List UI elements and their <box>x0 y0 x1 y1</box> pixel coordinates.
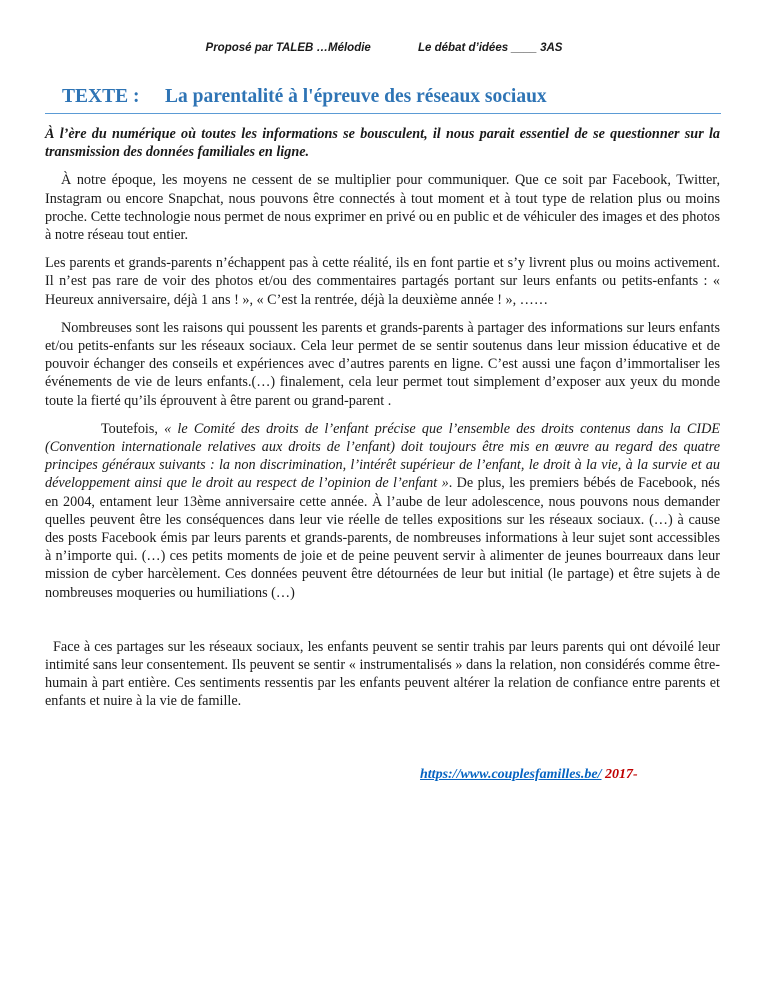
title-label: TEXTE : <box>62 86 140 107</box>
source-year: 2017- <box>601 767 638 782</box>
page-header <box>0 42 768 54</box>
title-text: La parentalité à l'épreuve des réseaux sociaux <box>165 86 547 107</box>
source-citation <box>420 767 638 783</box>
title-divider <box>45 113 721 114</box>
course-label: Le débat d’idées ____ 3AS <box>418 42 563 54</box>
source-link[interactable]: https://www.couplesfamilles.be/ <box>420 767 602 782</box>
document-body <box>45 125 720 721</box>
p4-quote: « le Comité des droits de l’enfant précise que l’ensemble des droits contenus dans la CIDE (Convention internationale relatives aux droits de l’enfant) doit toujours être mis en œuvre au regard des quatre principes généraux suivants : la non discrimination, l’intérêt supérieur de l’enfant, le droit à la vie, à la survie et au développement ainsi que le droit au respect de l’opinion de l’enfant » <box>45 420 721 492</box>
document-title <box>62 86 547 108</box>
paragraph-1: À notre époque, les moyens ne cessent de se multiplier pour communiquer. Que ce soit par Facebook, Twitter, Instagram ou encore Snapchat, nous pouvons être connectés à tout moment et à tout type de relation plus ou moins proche. Cette technologie nous permet de nous exprimer en privé ou en public et de véhiculer des images et des photos à notre réseau tout entier. <box>45 172 720 244</box>
paragraph-4 <box>45 420 720 602</box>
paragraph-2: Les parents et grands-parents n’échappent pas à cette réalité, ils en font partie et s’y livrent plus ou moins activement. Il n’est pas rare de voir des photos et/ou des commentaires partagés portant sur leurs enfants ou petits-enfants : « Heureux anniversaire, déjà 1 ans ! », « C’est la rentrée, déjà la deuxième année ! », …… <box>45 255 720 308</box>
p4-lead: Toutefois, <box>101 420 165 437</box>
paragraph-5: Face à ces partages sur les réseaux sociaux, les enfants peuvent se sentir trahis par leurs parents qui ont dévoilé leur intimité sans leur consentement. Ils peuvent se sentir « instrumentalisés » dans la relation, non considérés comme être-humain à part entière. Ces sentiments ressentis par les enfants peuvent altérer la relation de confiance entre parents et enfants et nuire à la vie de famille. <box>45 638 720 710</box>
p4-rest: . De plus, les premiers bébés de Facebook, nés en 2004, entament leur 13ème anniversaire cette année. À l’aube de leur adolescence, nous pouvons nous demander quelles peuvent être les conséquences dans leur vie réelle de telles expositions sur les réseaux sociaux. (…) à cause des posts Facebook émis par leurs parents et grands-parents, de nombreuses informations à leur sujet sont accessibles à n’importe qui. (…) ces petits moments de joie et de peine peuvent servir à alimenter de jeunes bourreaux dans leur mission de cyber harcèlement. Ces données peuvent être détournées de leur but initial (le partage) et être sujets à de nombreuses moqueries ou humiliations (…) <box>45 475 720 601</box>
intro-paragraph: À l’ère du numérique où toutes les informations se bousculent, il nous parait essentiel de se questionner sur la transmission des données familiales en ligne. <box>45 126 720 161</box>
author-credit: Proposé par TALEB …Mélodie <box>205 42 371 54</box>
paragraph-3: Nombreuses sont les raisons qui poussent les parents et grands-parents à partager des informations sur leurs enfants et/ou petits-enfants sur les réseaux sociaux. Cela leur permet de se sentir soutenus dans leur mission éducative et de pouvoir échanger des conseils et expériences avec d’autres parents en ligne. C’est aussi une façon d’immortaliser les événements de vie de leurs enfants.(…) finalement, cela leur permet tout simplement d’exposer aux yeux du monde toute la fierté qu’ils éprouvent à être parent ou grand-parent . <box>45 319 720 409</box>
